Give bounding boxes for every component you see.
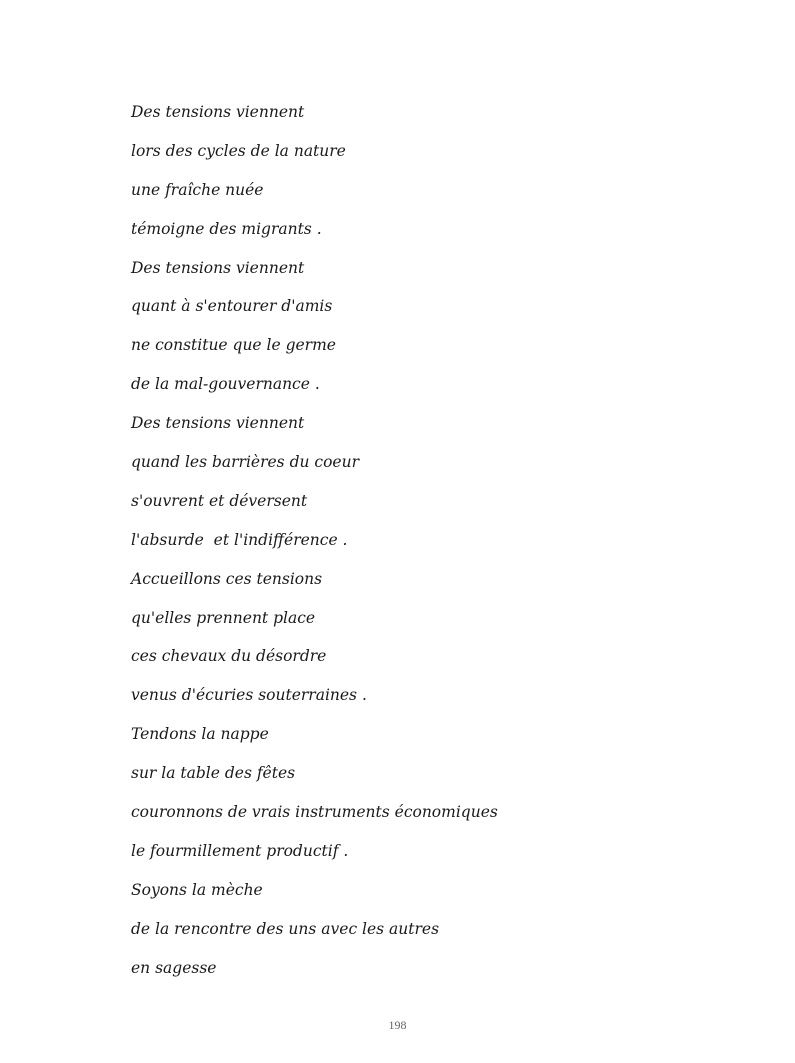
page-number: 198 — [388, 1018, 407, 1032]
poem-line: Soyons la mèche — [131, 880, 263, 899]
poem-line: le fourmillement productif . — [131, 841, 349, 860]
poem-line: une fraîche nuée — [131, 180, 264, 199]
poem-line: quant à s'entourer d'amis — [131, 297, 333, 316]
poem-line: Accueillons ces tensions — [131, 569, 323, 588]
poem-line: couronnons de vrais instruments économiques — [131, 803, 498, 822]
poem-line: Tendons la nappe — [131, 725, 269, 744]
poem-line: Des tensions viennent — [131, 103, 305, 121]
poem-body — [131, 99, 498, 993]
poem-line: Des tensions viennent — [131, 414, 305, 433]
poem-line: sur la table des fêtes — [131, 764, 296, 783]
poem-line: de la rencontre des uns avec les autres — [131, 919, 440, 938]
poem-line: de la mal-gouvernance . — [131, 375, 320, 394]
poem-line: ces chevaux du désordre — [131, 647, 327, 666]
poem-line: Des tensions viennent — [131, 258, 305, 277]
poem-line: s'ouvrent et déversent — [131, 491, 308, 510]
poem-line: l'absurde et l'indifférence . — [131, 530, 348, 549]
poem-line: qu'elles prennent place — [131, 608, 316, 627]
poem-line: témoigne des migrants . — [131, 219, 322, 238]
poem-line: lors des cycles de la nature — [131, 141, 346, 160]
poem-line: quand les barrières du coeur — [131, 453, 359, 472]
poem-line: venus d'écuries souterraines . — [131, 686, 367, 705]
poem-line: en sagesse — [131, 958, 217, 977]
poem-line: ne constitue que le germe — [131, 336, 336, 355]
